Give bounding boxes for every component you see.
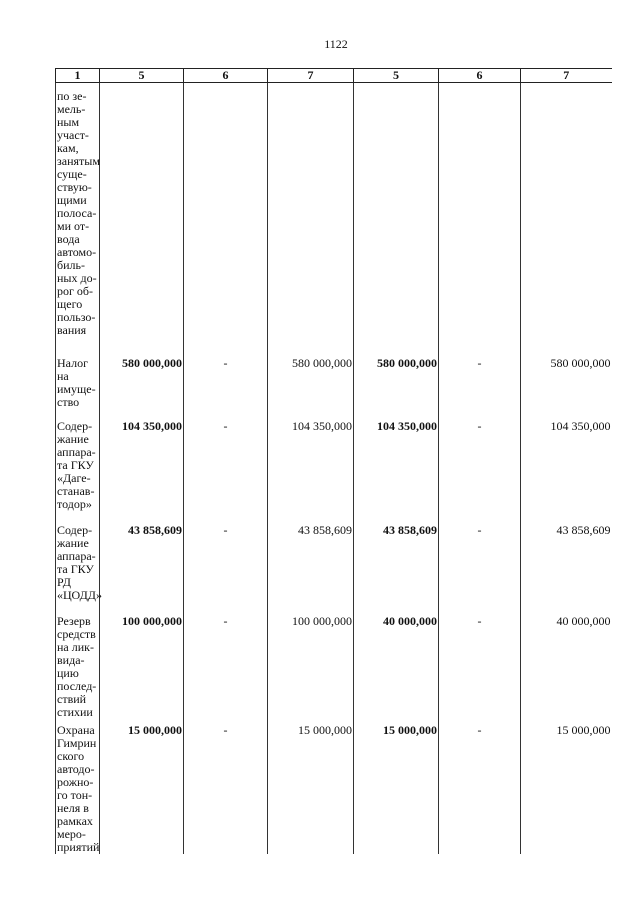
value-cell: 15 000,000 [521,719,612,854]
header-col-1: 1 [56,69,100,83]
value-cell: 104 350,000 [521,415,612,519]
value-cell: - [184,610,268,719]
value-cell [521,83,612,353]
row-name-cell: по зе- мель- ным участ- кам, занятым суще- ствую- щими полоса- ми от- вода автомо- биль- ных до- рог об- щего пользо- вания [56,83,100,353]
value-cell: 580 000,000 [100,352,184,415]
value-cell: 100 000,000 [100,610,184,719]
header-row [56,69,612,83]
value-cell [439,83,521,353]
header-col-6: 6 [439,69,521,83]
value-cell: 580 000,000 [354,352,439,415]
value-cell: 100 000,000 [268,610,354,719]
value-cell: - [439,719,521,854]
value-cell: 43 858,609 [100,519,184,610]
row-name-cell: Содер- жание аппара- та ГКУ «Даге- станав- тодор» [56,415,100,519]
value-cell: 104 350,000 [268,415,354,519]
value-cell: - [184,352,268,415]
budget-table [55,68,612,854]
row-name-cell: Резерв средств на лик- вида- цию послед- ствий стихии [56,610,100,719]
value-cell: - [439,519,521,610]
value-cell: - [184,719,268,854]
table-row [56,415,612,519]
table-row [56,519,612,610]
value-cell: 15 000,000 [354,719,439,854]
value-cell [354,83,439,353]
value-cell: 580 000,000 [521,352,612,415]
value-cell: - [439,610,521,719]
header-col-7: 7 [521,69,612,83]
row-name-cell: Налог на имуще- ство [56,352,100,415]
table-row [56,610,612,719]
header-col-3: 6 [184,69,268,83]
value-cell [100,83,184,353]
value-cell: 104 350,000 [354,415,439,519]
value-cell: 104 350,000 [100,415,184,519]
value-cell: 43 858,609 [268,519,354,610]
value-cell: - [184,415,268,519]
value-cell: - [439,352,521,415]
row-name-cell: Охрана Гимрин ского автодо- рожно- го тон- неля в рамках меро- приятий [56,719,100,854]
value-cell [184,83,268,353]
value-cell: 43 858,609 [521,519,612,610]
page-number: 1122 [324,37,348,51]
value-cell: 40 000,000 [521,610,612,719]
table-row [56,719,612,854]
value-cell: 580 000,000 [268,352,354,415]
value-cell: 40 000,000 [354,610,439,719]
table-row [56,83,612,353]
header-col-5: 5 [354,69,439,83]
value-cell: 15 000,000 [268,719,354,854]
value-cell: 43 858,609 [354,519,439,610]
value-cell: - [184,519,268,610]
table-row [56,352,612,415]
value-cell [268,83,354,353]
row-name-cell: Содер- жание аппара- та ГКУ РД «ЦОДД» [56,519,100,610]
header-col-4: 7 [268,69,354,83]
value-cell: 15 000,000 [100,719,184,854]
budget-table-container [55,68,611,854]
header-col-2: 5 [100,69,184,83]
value-cell: - [439,415,521,519]
